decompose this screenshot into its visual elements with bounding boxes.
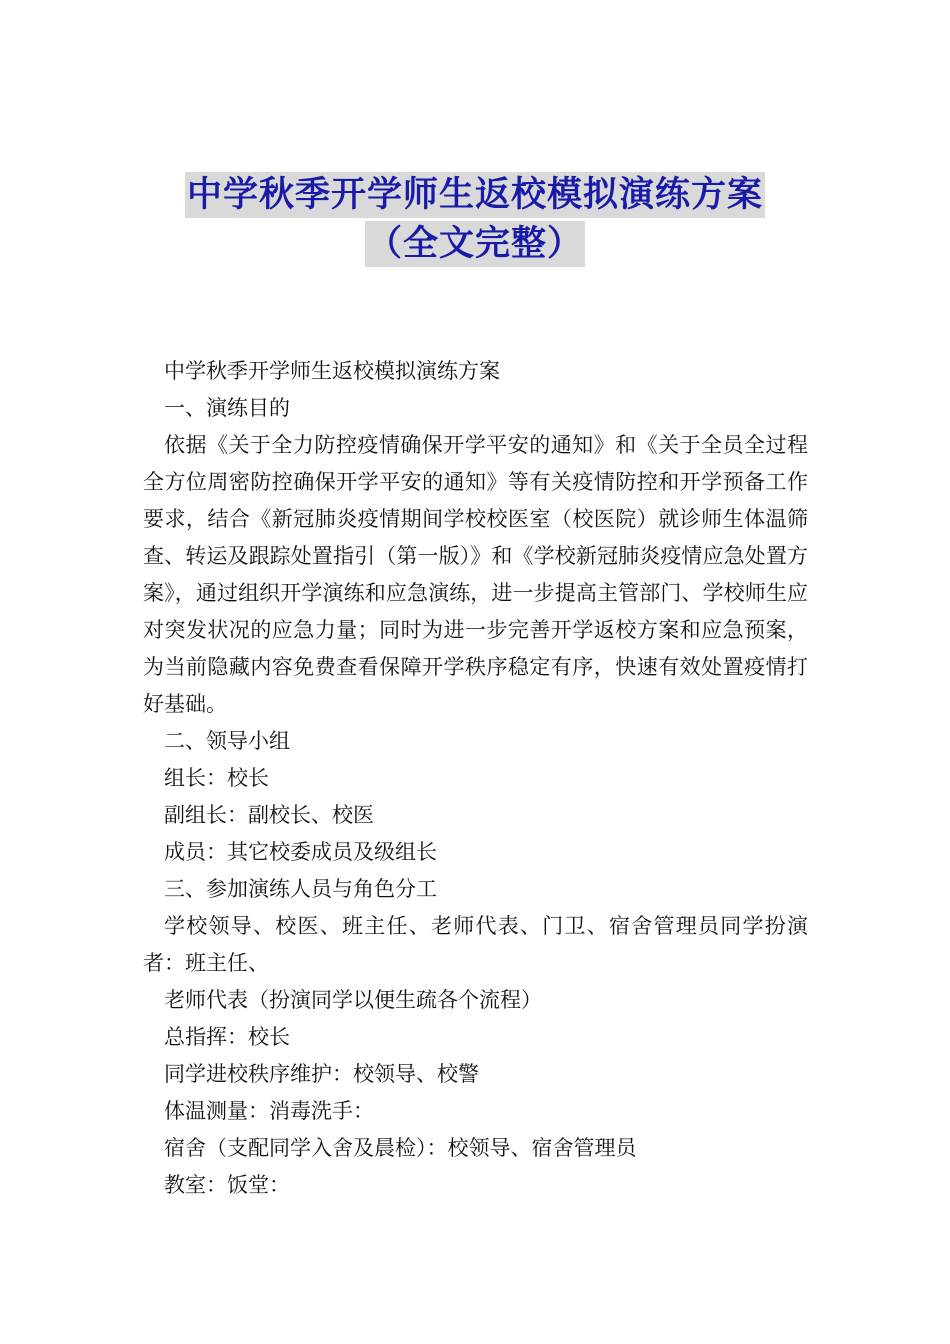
section-heading-purpose: 一、演练目的 <box>164 396 290 420</box>
title-line-1: 中学秋季开学师生返校模拟演练方案 <box>185 172 765 218</box>
paragraph-deputy-leader: 副组长：副校长、校医 <box>164 803 374 827</box>
section-heading-leadership: 二、领导小组 <box>164 729 290 753</box>
paragraph-leader: 组长：校长 <box>164 766 269 790</box>
paragraph-temperature: 体温测量：消毒洗手： <box>164 1099 374 1123</box>
body-heading: 中学秋季开学师生返校模拟演练方案 <box>164 359 500 383</box>
paragraph-participants: 学校领导、校医、班主任、老师代表、门卫、宿舍管理员同学扮演者：班主任、 <box>143 914 808 975</box>
document-title <box>0 172 950 267</box>
paragraph-order: 同学进校秩序维护：校领导、校警 <box>164 1062 479 1086</box>
title-line-2: （全文完整） <box>365 221 585 267</box>
paragraph-purpose: 依据《关于全力防控疫情确保开学平安的通知》和《关于全员全过程全方位周密防控确保开学平安的通知》等有关疫情防控和开学预备工作要求，结合《新冠肺炎疫情期间学校校医室（校医院）就诊师生体温筛查、转运及跟踪处置指引（第一版）》和《学校新冠肺炎疫情应急处置方案》，通过组织开学演练和应急演练，进一步提高主管部门、学校师生应对突发状况的应急力量；同时为进一步完善开学返校方案和应急预案，为当前隐藏内容免费查看保障开学秩序稳定有序，快速有效处置疫情打好基础。 <box>143 433 808 716</box>
paragraph-teacher-reps: 老师代表（扮演同学以便生疏各个流程） <box>164 988 542 1012</box>
section-heading-roles: 三、参加演练人员与角色分工 <box>164 877 437 901</box>
paragraph-commander: 总指挥：校长 <box>164 1025 290 1049</box>
paragraph-dormitory: 宿舍（支配同学入舍及晨检）：校领导、宿舍管理员 <box>164 1136 637 1160</box>
paragraph-members: 成员：其它校委成员及级组长 <box>164 840 437 864</box>
paragraph-classroom: 教室：饭堂： <box>164 1173 290 1197</box>
document-body <box>143 353 808 1204</box>
